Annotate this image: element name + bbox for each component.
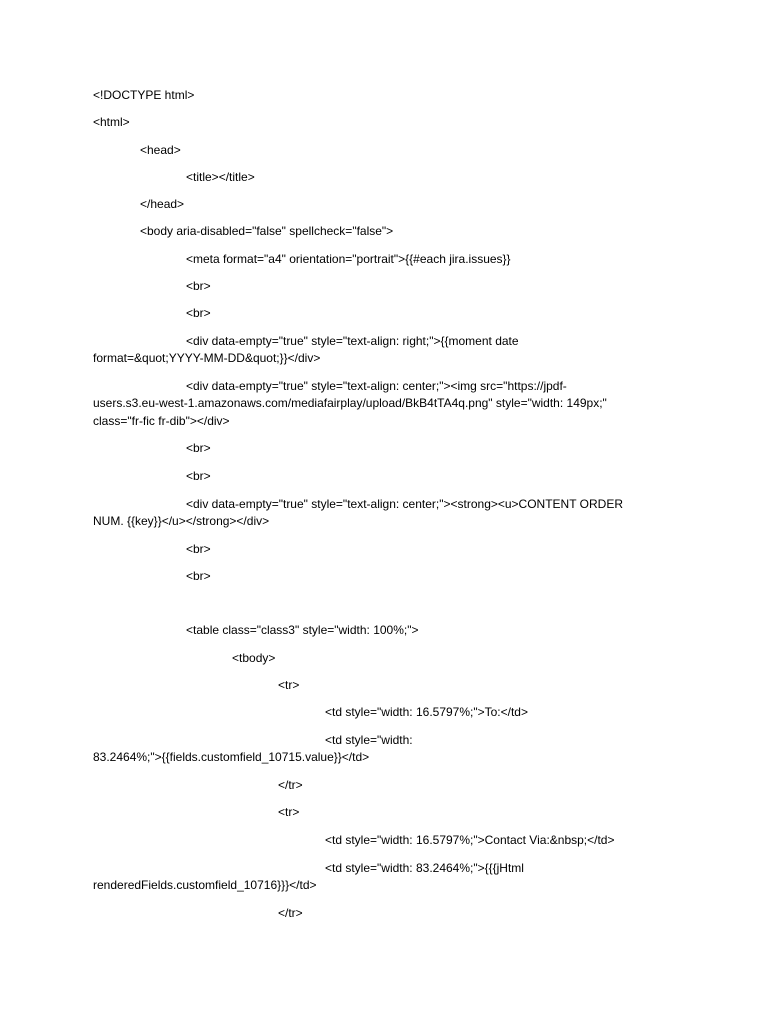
code-line-continuation: renderedFields.customfield_10716}}}</td> (93, 878, 317, 892)
code-line: <br> (186, 542, 211, 556)
code-line: <html> (93, 115, 130, 129)
code-line: </tr> (278, 906, 303, 920)
code-line: <td style="width: 16.5797%;">Contact Via:&nbsp;</td> (325, 833, 615, 847)
code-line: <br> (186, 306, 211, 320)
code-line-continuation: NUM. {{key}}</u></strong></div> (93, 514, 270, 528)
code-line: </head> (140, 197, 185, 211)
code-line: <head> (140, 143, 181, 157)
code-line: <title></title> (186, 170, 255, 184)
code-line: <td style="width: 83.2464%;">{{{jHtml (325, 861, 524, 875)
code-line: </tr> (278, 778, 303, 792)
code-line: <br> (186, 441, 211, 455)
code-line: <div data-empty="true" style="text-align: center;"><strong><u>CONTENT ORDER (186, 497, 624, 511)
code-line: <tr> (278, 805, 300, 819)
code-line: <br> (186, 469, 211, 483)
code-line: <div data-empty="true" style="text-align: center;"><img src="https://jpdf- (186, 379, 567, 393)
code-line: <body aria-disabled="false" spellcheck="false"> (140, 224, 394, 238)
code-line: <meta format="a4" orientation="portrait">{{#each jira.issues}} (186, 252, 511, 266)
code-line-continuation: 83.2464%;">{{fields.customfield_10715.value}}</td> (93, 750, 370, 764)
code-line: <!DOCTYPE html> (93, 88, 195, 102)
code-line: <tr> (278, 678, 300, 692)
code-line: <div data-empty="true" style="text-align: right;">{{moment date (186, 334, 519, 348)
code-line: <tbody> (232, 651, 276, 665)
code-line-continuation: class="fr-fic fr-dib"></div> (93, 414, 230, 428)
code-line-continuation: format=&quot;YYYY-MM-DD&quot;}}</div> (93, 351, 321, 365)
code-line: <table class="class3" style="width: 100%;"> (186, 623, 419, 637)
code-line: <td style="width: (325, 733, 413, 747)
code-line: <td style="width: 16.5797%;">To:</td> (325, 705, 528, 719)
code-line: <br> (186, 569, 211, 583)
code-line: <br> (186, 279, 211, 293)
code-line-continuation: users.s3.eu-west-1.amazonaws.com/mediafairplay/upload/BkB4tTA4q.png" style="width: 149px;" (93, 396, 607, 410)
